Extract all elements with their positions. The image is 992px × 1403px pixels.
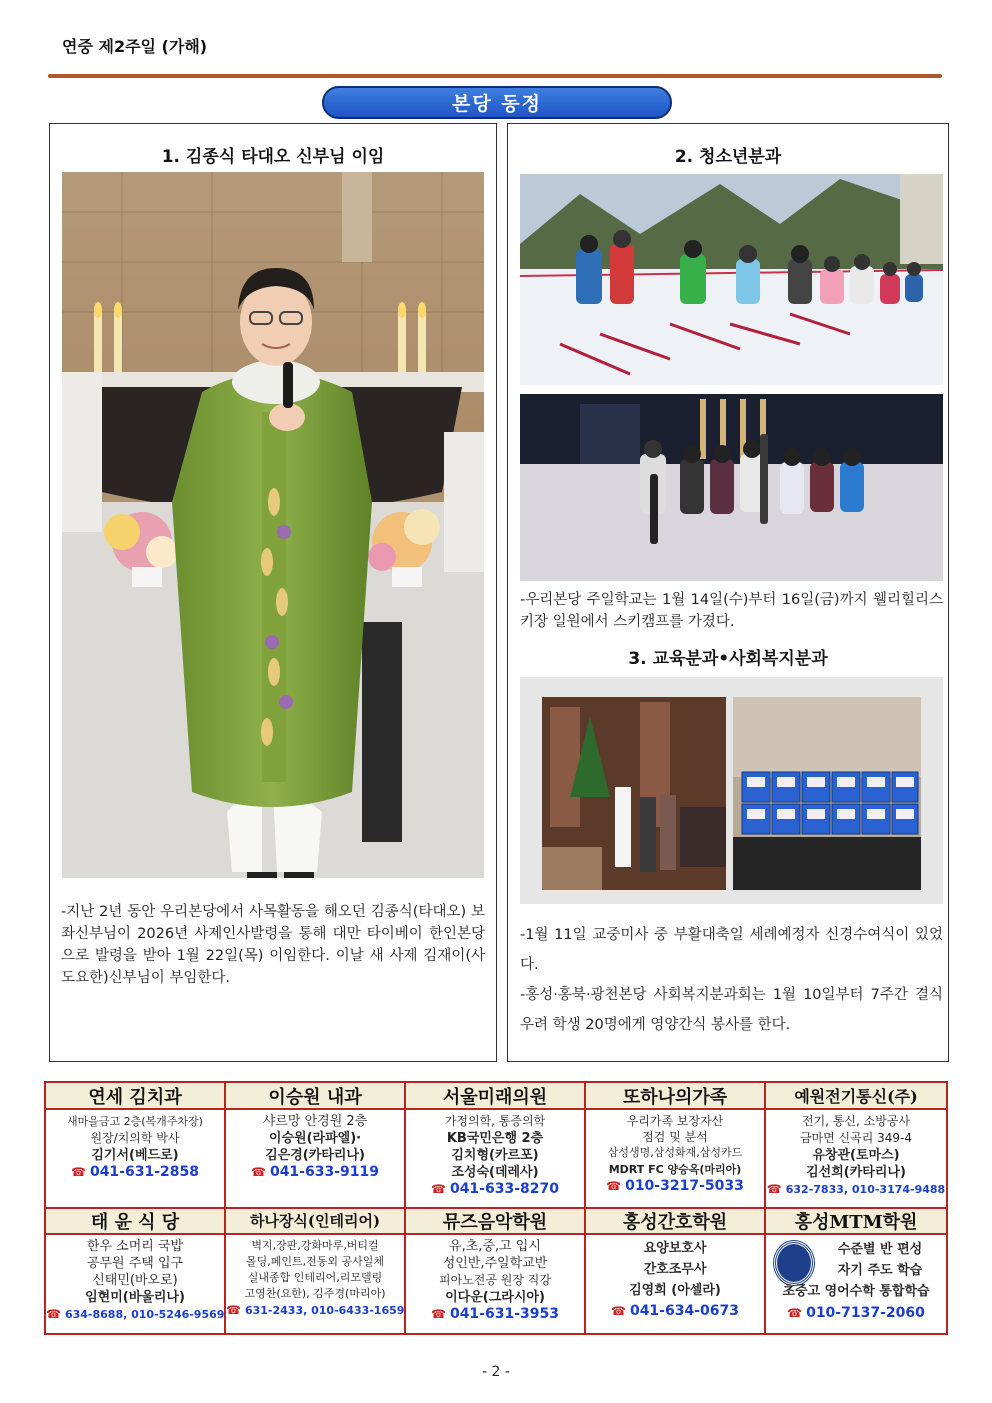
ad-phone: 634-8688, 010-5246-9569 <box>64 1308 225 1321</box>
farewell-panel <box>49 123 497 1062</box>
ad-owner-2: 김은경(카타리나) <box>265 1148 365 1163</box>
ad-phone: 632-7833, 010-3174-9488 <box>785 1183 946 1196</box>
ad-phone: 631-2433, 010-6433-1659 <box>244 1304 405 1317</box>
farewell-text: -지난 2년 동안 우리본당에서 사목활동을 해오던 김종식(타대오) 보좌신부님이 2026년 사제인사발령을 통해 대만 타이베이 한인본당으로 발령을 받아 1월 22일(목) 이임한다. 이날 새 사제 김재이(사도요한)신부님이 부임한다. <box>61 904 485 986</box>
ad-owner: 이다운(그라시아) <box>445 1290 545 1305</box>
ad-phone: 041-631-2858 <box>89 1164 199 1180</box>
ad-line: KB국민은행 2층 <box>446 1131 544 1146</box>
ad-line: 한우 소머리 국밥 <box>86 1239 184 1254</box>
ad-title: 또하나의가족 <box>586 1083 764 1110</box>
ad-line: 삼성생명,삼성화재,삼성카드 <box>607 1146 743 1159</box>
ad-line: 공무원 주택 입구 <box>86 1256 184 1271</box>
phone-icon: ☎ <box>606 1179 622 1193</box>
ad-line: 점검 및 분석 <box>642 1130 708 1144</box>
ad-owner: 고영찬(요한), 김주경(마리아) <box>244 1287 386 1300</box>
ad-hana-interior <box>226 1208 406 1333</box>
academy-logo-icon <box>774 1241 814 1285</box>
phone-icon: ☎ <box>46 1307 61 1321</box>
ad-owner: 임현미(바울리나) <box>85 1290 185 1305</box>
ad-muse-music-academy <box>406 1208 586 1333</box>
ad-line: 초중고 영어수학 통합학습 <box>782 1284 930 1299</box>
ad-title: 홍성간호학원 <box>586 1208 764 1235</box>
phone-icon: ☎ <box>787 1306 803 1320</box>
ad-seoul-mirae-clinic <box>406 1083 586 1208</box>
ad-line: 수준별 반 편성 <box>837 1242 923 1257</box>
ad-line: 우리가족 보장자산 <box>626 1114 724 1128</box>
priest-photo <box>62 172 484 878</box>
ad-phone: 041-634-0673 <box>629 1303 739 1319</box>
baptism-text: -1월 11일 교중미사 중 부활대축일 세례예정자 신경수여식이 있었다. <box>520 927 943 973</box>
ad-title: 뮤즈음악학원 <box>406 1208 584 1235</box>
ad-row-divider <box>46 1207 946 1209</box>
phone-icon: ☎ <box>431 1307 446 1321</box>
ad-phone: 041-633-8270 <box>449 1181 559 1197</box>
ad-owner: 이승원(라파엘)· <box>268 1131 362 1146</box>
welfare-text: -홍성·홍북·광천본당 사회복지분과회는 1월 10일부터 7주간 결식우려 학생 20명에게 영양간식 봉사를 한다. <box>520 987 943 1033</box>
ad-line: 금마면 신곡리 349-4 <box>799 1131 913 1145</box>
ad-line: 실내종합 인테리어,리모델링 <box>247 1271 383 1284</box>
ad-title: 예원전기통신(주) <box>766 1083 946 1110</box>
ad-line: 가정의학, 통증의학 <box>444 1114 546 1128</box>
ad-line: 새마을금고 2층(복개주차장) <box>67 1115 203 1128</box>
ad-yonsei-dental <box>46 1083 226 1208</box>
ad-line: 요양보호사 <box>643 1241 707 1256</box>
youth-text: -우리본당 주일학교는 1월 14일(수)부터 16일(금)까지 웰리힐리스키장 일원에서 스키캠프를 가졌다. <box>520 592 943 630</box>
ad-line: 간호조무사 <box>643 1262 707 1277</box>
ad-another-family <box>586 1083 766 1208</box>
phone-icon: ☎ <box>431 1182 446 1196</box>
page-number: - 2 - <box>482 1364 510 1380</box>
phone-icon: ☎ <box>611 1304 626 1318</box>
ad-owner: MDRT FC 양승옥(마리아) <box>608 1163 742 1176</box>
ad-yewon-electric <box>766 1083 946 1208</box>
sponsor-ads-grid <box>44 1081 948 1335</box>
ad-taeyun-restaurant <box>46 1208 226 1333</box>
ad-line: 벽지,장판,강화마루,버티컬 <box>251 1239 379 1252</box>
ad-phone: 010-3217-5033 <box>625 1178 744 1194</box>
ad-owner-2: 김선희(카타리나) <box>806 1165 906 1180</box>
phone-icon: ☎ <box>251 1165 266 1179</box>
phone-icon: ☎ <box>766 1182 782 1196</box>
welfare-heading: 3. 교육분과•사회복지분과 <box>628 649 828 669</box>
phone-icon: ☎ <box>226 1303 241 1317</box>
ad-phone: 041-631-3953 <box>449 1306 559 1322</box>
ad-hongseong-nursing-academy <box>586 1208 766 1333</box>
ad-title: 홍성MTM학원 <box>766 1208 946 1235</box>
ad-line: 전기, 통신, 소방공사 <box>802 1114 910 1128</box>
ad-phone: 010-7137-2060 <box>806 1305 925 1321</box>
youth-heading: 2. 청소년분과 <box>674 147 782 167</box>
ad-hongseong-mtm-academy <box>766 1208 946 1333</box>
ad-phone: 041-633-9119 <box>269 1164 379 1180</box>
ad-line: 성인반,주일학교반 <box>442 1256 548 1271</box>
ad-line: 몰딩,페인트,전동외 공사일체 <box>245 1255 384 1268</box>
ad-title: 연세 김치과 <box>46 1083 224 1110</box>
ad-line: 샤르망 안경원 2층 <box>262 1114 368 1129</box>
ad-line: 유,초,중,고 입시 <box>449 1239 541 1254</box>
section-title-badge: 본당 동정 <box>322 86 672 119</box>
ad-title: 이승원 내과 <box>226 1083 404 1110</box>
ad-line: 원장/치의학 박사 <box>90 1131 180 1145</box>
phone-icon: ☎ <box>71 1165 86 1179</box>
farewell-heading: 1. 김종식 타대오 신부님 이임 <box>161 147 385 167</box>
ad-owner: 김영희 (아셀라) <box>629 1283 721 1298</box>
ad-title: 태 윤 식 당 <box>46 1208 224 1235</box>
ad-title: 서울미래의원 <box>406 1083 584 1110</box>
ad-owner: 유창관(토마스) <box>812 1148 900 1163</box>
news-panel <box>507 123 949 1062</box>
ad-lee-internal-medicine <box>226 1083 406 1208</box>
ski-camp-night-photo <box>520 394 943 581</box>
ad-owner: 김치형(카르포) <box>451 1148 539 1163</box>
welfare-photo-frame <box>520 677 943 904</box>
header-divider <box>48 74 942 78</box>
ad-owner-2: 조성숙(데레사) <box>451 1165 539 1180</box>
bulletin-issue-title: 연중 제2주일 (가해) <box>62 37 208 56</box>
ski-camp-day-photo <box>520 174 943 385</box>
ad-owner: 김기서(베드로) <box>91 1148 179 1163</box>
ad-title: 하나장식(인테리어) <box>226 1208 404 1235</box>
ad-line: 자기 주도 학습 <box>837 1263 923 1278</box>
ad-line: 신태민(바오로) <box>92 1273 178 1288</box>
ad-line: 피아노전공 원장 직강 <box>439 1273 551 1287</box>
